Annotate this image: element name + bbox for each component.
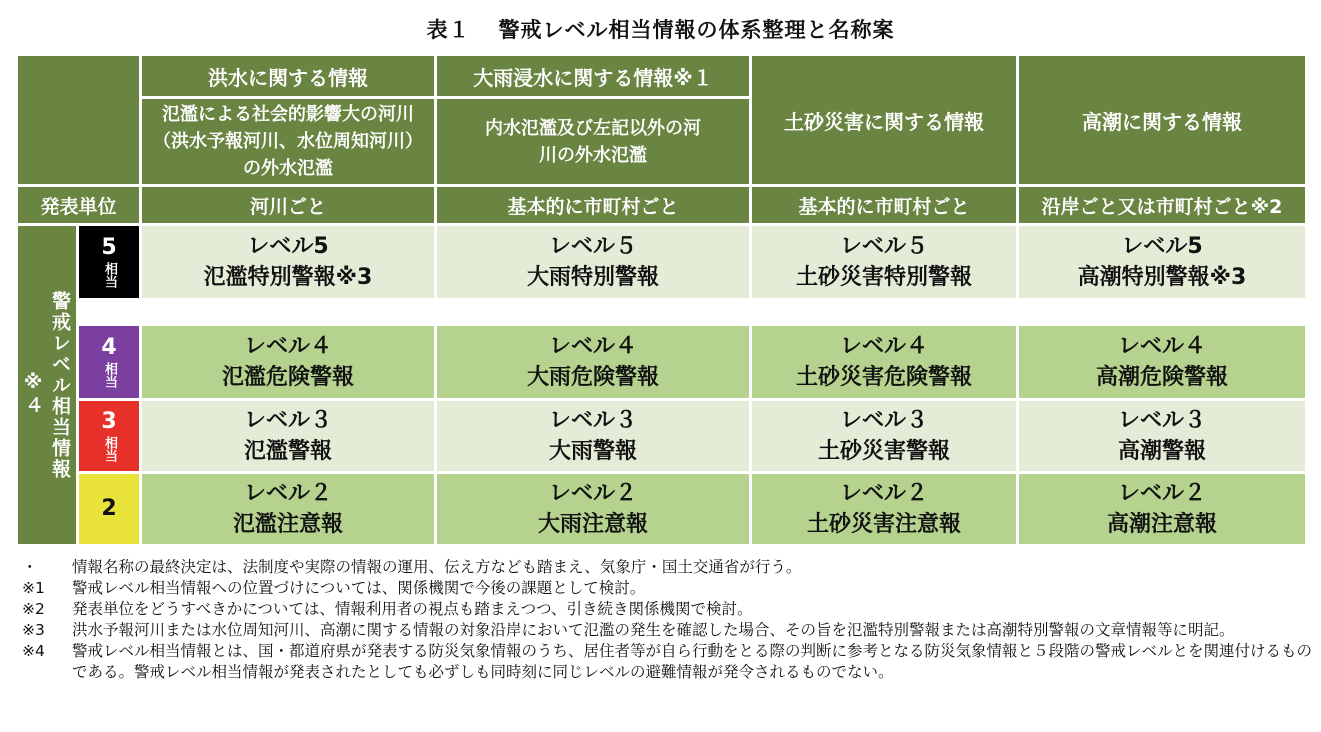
footnote [22, 641, 1312, 683]
level-label: レベル５ [548, 234, 637, 259]
side-label [18, 226, 76, 544]
level-label: レベル３ [1117, 408, 1206, 433]
unit-sediment: 基本的に市町村ごと [752, 187, 1016, 223]
warning-name: 氾濫危険警報 [221, 365, 354, 390]
table-number: 表１ [426, 18, 471, 42]
level-label: レベル３ [548, 408, 637, 433]
warning-name: 土砂災害特別警報 [795, 265, 972, 290]
warning-name: 大雨特別警報 [526, 265, 659, 290]
level4-flood [142, 326, 434, 398]
level5-flood [142, 226, 434, 298]
footnote-mark: ※4 [22, 642, 45, 660]
warning-name: 大雨危険警報 [526, 365, 659, 390]
header-tide: 高潮に関する情報 [1019, 56, 1305, 184]
warning-name: 大雨警報 [548, 439, 637, 464]
table-title [0, 14, 1321, 44]
level-label: レベル４ [243, 334, 332, 359]
header-rain: 大雨浸水に関する情報※１ [437, 56, 749, 96]
level-badge-number: 5 [101, 235, 117, 260]
level4-tide [1019, 326, 1305, 398]
unit-flood: 河川ごと [142, 187, 434, 223]
level-badge-5 [79, 226, 139, 298]
level-label: レベル２ [839, 481, 928, 506]
footnotes [22, 557, 1312, 683]
level2-rain [437, 474, 749, 544]
warning-name: 高潮警報 [1117, 439, 1206, 464]
footnote-text: 洪水予報河川または水位周知河川、高潮に関する情報の対象沿岸において氾濫の発生を確認した場合、その旨を氾濫特別警報または高潮特別警報の文章情報等に明記。 [72, 621, 1235, 639]
level-badge-number: 3 [101, 409, 117, 434]
warning-name: 土砂災害注意報 [806, 512, 961, 537]
level5-tide [1019, 226, 1305, 298]
footnote-mark: ※1 [22, 579, 45, 597]
footnote [22, 578, 1312, 599]
footnote-text: 情報名称の最終決定は、法制度や実際の情報の運用、伝え方なども踏まえ、気象庁・国土交通省が行う。 [72, 558, 802, 576]
level5-rain [437, 226, 749, 298]
unit-tide: 沿岸ごと又は市町村ごと※2 [1019, 187, 1305, 223]
side-label-text: 警戒レベル相当情報 [49, 290, 71, 480]
table-title-text: 警戒レベル相当情報の体系整理と名称案 [498, 18, 895, 42]
level5-sediment [752, 226, 1016, 298]
warning-name: 土砂災害危険警報 [795, 365, 972, 390]
header-rain-sub: 内水氾濫及び左記以外の河川の外水氾濫 [437, 99, 749, 184]
footnote-text: 警戒レベル相当情報への位置づけについては、関係機関で今後の課題として検討。 [72, 579, 646, 597]
level-label: レベル４ [839, 334, 928, 359]
footnote [22, 557, 1312, 578]
warning-name: 高潮危険警報 [1095, 365, 1228, 390]
footnote-mark: ・ [22, 558, 38, 576]
level-label: レベル３ [839, 408, 928, 433]
level2-sediment [752, 474, 1016, 544]
level2-flood [142, 474, 434, 544]
level-badge-2 [79, 474, 139, 544]
level-label: レベル２ [548, 481, 637, 506]
level3-tide [1019, 401, 1305, 471]
warning-name: 氾濫特別警報※3 [203, 265, 373, 290]
level-badge-sub: 相当 [102, 262, 117, 288]
level-badge-number: 2 [101, 496, 117, 521]
footnote-mark: ※3 [22, 621, 45, 639]
level2-tide [1019, 474, 1305, 544]
warning-name: 氾濫警報 [243, 439, 332, 464]
level4-sediment [752, 326, 1016, 398]
warning-name: 土砂災害警報 [817, 439, 950, 464]
unit-rain: 基本的に市町村ごと [437, 187, 749, 223]
level-label: レベル４ [1117, 334, 1206, 359]
level-label: レベル5 [247, 234, 329, 259]
level-badge-number: 4 [101, 335, 117, 360]
level-label: レベル３ [243, 408, 332, 433]
level-label: レベル２ [243, 481, 332, 506]
level-label: レベル5 [1121, 234, 1203, 259]
warning-name: 氾濫注意報 [232, 512, 343, 537]
level-label: レベル２ [1117, 481, 1206, 506]
header-flood: 洪水に関する情報 [142, 56, 434, 96]
header-corner [18, 56, 139, 184]
header-sediment: 土砂災害に関する情報 [752, 56, 1016, 184]
footnote-mark: ※2 [22, 600, 45, 618]
footnote-text: 発表単位をどうすべきかについては、情報利用者の視点も踏まえつつ、引き続き関係機関で検討。 [72, 600, 753, 618]
footnote [22, 620, 1312, 641]
header-flood-sub: 氾濫による社会的影響大の河川（洪水予報河川、水位周知河川）の外水氾濫 [142, 99, 434, 184]
footnote-text: 警戒レベル相当情報とは、国・都道府県が発表する防災気象情報のうち、居住者等が自ら行動をとる際の判断に参考となる防災気象情報と５段階の警戒レベルとを関連付けるものである。警戒レベル相当情報が発表されたとしても必ずしも同時刻に同じレベルの避難情報が発令されるものでない。 [72, 642, 1313, 681]
warning-name: 大雨注意報 [537, 512, 648, 537]
warning-name: 高潮注意報 [1106, 512, 1217, 537]
level-badge-4 [79, 326, 139, 398]
unit-label: 発表単位 [18, 187, 139, 223]
level-badge-sub: 相当 [102, 362, 117, 388]
side-label-note: ※４ [22, 370, 44, 416]
level3-sediment [752, 401, 1016, 471]
level-badge-sub: 相当 [102, 436, 117, 462]
level-label: レベル４ [548, 334, 637, 359]
warning-name: 高潮特別警報※3 [1077, 265, 1247, 290]
level-label: レベル５ [839, 234, 928, 259]
footnote [22, 599, 1312, 620]
level-badge-3 [79, 401, 139, 471]
level3-flood [142, 401, 434, 471]
level3-rain [437, 401, 749, 471]
level4-rain [437, 326, 749, 398]
